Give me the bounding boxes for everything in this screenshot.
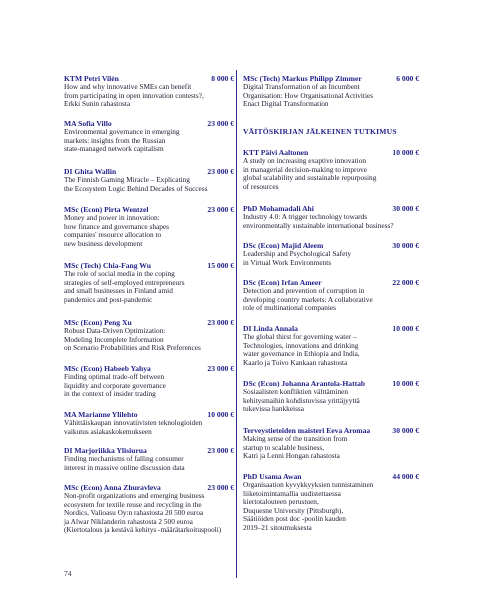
project-description: Robust Data-Driven Optimization: Modeling Incomplete Information on Scenario Probabilities and Risk Preferences (64, 326, 201, 353)
grant-amount: 23 000 € (207, 167, 234, 176)
recipient-name: DI Ghita Wallin (64, 167, 117, 176)
grant-entry (64, 483, 234, 535)
project-description: Industry 4.0: A trigger technology towards environmentally sustainable international business? (243, 212, 394, 230)
grant-entry (64, 364, 234, 399)
grant-amount: 6 000 € (396, 74, 419, 83)
grant-amount: 30 000 € (392, 204, 419, 213)
project-description: Organisaation kyvykkyyksien tunnistaminen liiketoimintamallia uudistettaessa kiertotalouteen perustuen, Duquesne University (Pittsburgh), Säätiöiden post doc -poolin kauden 2019–21 sitoumuksesta (243, 480, 374, 532)
grant-entry (243, 148, 419, 191)
grant-entry (64, 261, 234, 304)
grant-amount: 10 000 € (207, 410, 234, 419)
project-description: Finding mechanisms of falling consumer interest in massive online discussion data (64, 454, 185, 472)
recipient-name: DSc (Econ) Majid Aleem (243, 241, 324, 250)
recipient-name: DI Linda Annala (243, 324, 298, 333)
recipient-name: DSc (Econ) Johanna Arantola-Hattab (243, 379, 366, 388)
project-description: Detection and prevention of corruption in developing country markets: A collaborative role of multinational companies (243, 286, 373, 313)
project-description: How and why innovative SMEs can benefit from participating in open innovation contests?, Erkki Sunin rahastosta (64, 82, 204, 109)
grant-amount: 10 000 € (392, 324, 419, 333)
grant-amount: 23 000 € (207, 446, 234, 455)
recipient-name: Terveystieteiden maisteri Eeva Aromaa (243, 426, 371, 435)
grant-amount: 10 000 € (392, 148, 419, 157)
recipient-name: MSc (Econ) Anna Zhuravleva (64, 483, 161, 492)
grant-amount: 15 000 € (207, 261, 234, 270)
grant-entry (64, 410, 234, 436)
grant-amount: 23 000 € (207, 119, 234, 128)
grant-entry (243, 426, 419, 461)
page-number: 74 (64, 569, 72, 578)
recipient-name: MA Sofia Villo (64, 119, 112, 128)
recipient-name: MSc (Econ) Peng Xu (64, 318, 132, 327)
grant-entry (64, 119, 234, 154)
grant-entry (64, 205, 234, 248)
recipient-name: KTM Petri Vilén (64, 74, 119, 83)
grant-amount: 30 000 € (392, 241, 419, 250)
grant-entry (243, 241, 419, 267)
grant-entry (64, 446, 234, 472)
grant-entry (243, 379, 419, 414)
project-description: Finding optimal trade-off between liquidity and corporate governance in the context of insider trading (64, 372, 166, 399)
grant-entry (64, 318, 234, 353)
grant-amount: 23 000 € (207, 483, 234, 492)
project-description: Digital Transformation of an Incumbent Organisation: How Organisational Activities Enact Digital Transformation (243, 82, 374, 109)
grant-entry (64, 74, 234, 109)
recipient-name: KTT Päivi Aaltonen (243, 148, 309, 157)
project-description: The Finnish Gaming Miracle – Explicating the Ecosystem Logic Behind Decades of Success (64, 175, 208, 193)
grant-amount: 23 000 € (207, 318, 234, 327)
grant-entry (243, 324, 419, 367)
column-divider (236, 70, 237, 578)
grant-amount: 23 000 € (207, 364, 234, 373)
recipient-name: MA Marianne Ylilehto (64, 410, 138, 419)
project-description: Environmental governance in emerging markets: insights from the Russian state-managed network capitalism (64, 127, 180, 154)
grant-amount: 8 000 € (211, 74, 234, 83)
recipient-name: PhD Usama Awan (243, 472, 302, 481)
grant-amount: 44 000 € (392, 472, 419, 481)
project-description: A study on increasing exaptive innovation in managerial decision-making to improve global scalability and sustainable repurposing of resources (243, 156, 377, 191)
project-description: Making sense of the transition from startup to scalable business, Katri ja Lenni Hongan rahastosta (243, 434, 348, 461)
recipient-name: DI Marjoriikka Ylisiurua (64, 446, 147, 455)
recipient-name: MSc (Tech) Markus Philipp Zimmer (243, 74, 362, 83)
grant-entry (243, 74, 419, 109)
recipient-name: DSc (Econ) Irfan Ameer (243, 278, 322, 287)
grant-amount: 22 000 € (392, 278, 419, 287)
grant-entry (64, 167, 234, 193)
project-description: The global thirst for governing water – Technologies, innovations and drinking water governance in Ethiopia and India, Kaarlo ja Toivo Kankaan rahastosta (243, 332, 360, 367)
section-heading: VÄITÖSKIRJAN JÄLKEINEN TUTKIMUS (243, 127, 397, 136)
recipient-name: MSc (Tech) Chia-Fang Wu (64, 261, 151, 270)
project-description: Vähittäiskaupan innovatiivisten teknologioiden vaikutus asiakaskokemukseen (64, 418, 203, 436)
grant-entry (243, 278, 419, 313)
grant-amount: 23 000 € (207, 205, 234, 214)
project-description: Money and power in innovation: how finance and governance shapes companies' resource allocation to new business development (64, 213, 169, 248)
grant-amount: 10 000 € (392, 379, 419, 388)
recipient-name: MSc (Econ) Habeeb Yahya (64, 364, 151, 373)
project-description: Non-profit organizations and emerging business ecosystem for textile reuse and recycling in the Nordics, Valioasu Oy:n rahastosta 20 500 euroa ja Alwar Niklanderin rahastosta 2 500 euroa (Kiertotalous ja kestävä kehitys -määrätarkoituspooli) (64, 491, 222, 535)
grant-amount: 30 000 € (392, 426, 419, 435)
grant-entry (243, 204, 419, 230)
grant-entry (243, 472, 419, 533)
project-description: Sosiaalisten konfliktien välttäminen kehitysmaihin kohdistuvissa yrittäjyyttä tukevissa hankkeissa (243, 387, 360, 414)
recipient-name: MSc (Econ) Pirta Wentzel (64, 205, 149, 214)
project-description: Leadership and Psychological Safety in Virtual Work Environments (243, 249, 352, 267)
project-description: The role of social media in the coping strategies of self-employed entrepreneurs and small businesses in Finland amid pandemics and post-pandemic (64, 269, 185, 304)
recipient-name: PhD Mohamadali Ahi (243, 204, 314, 213)
